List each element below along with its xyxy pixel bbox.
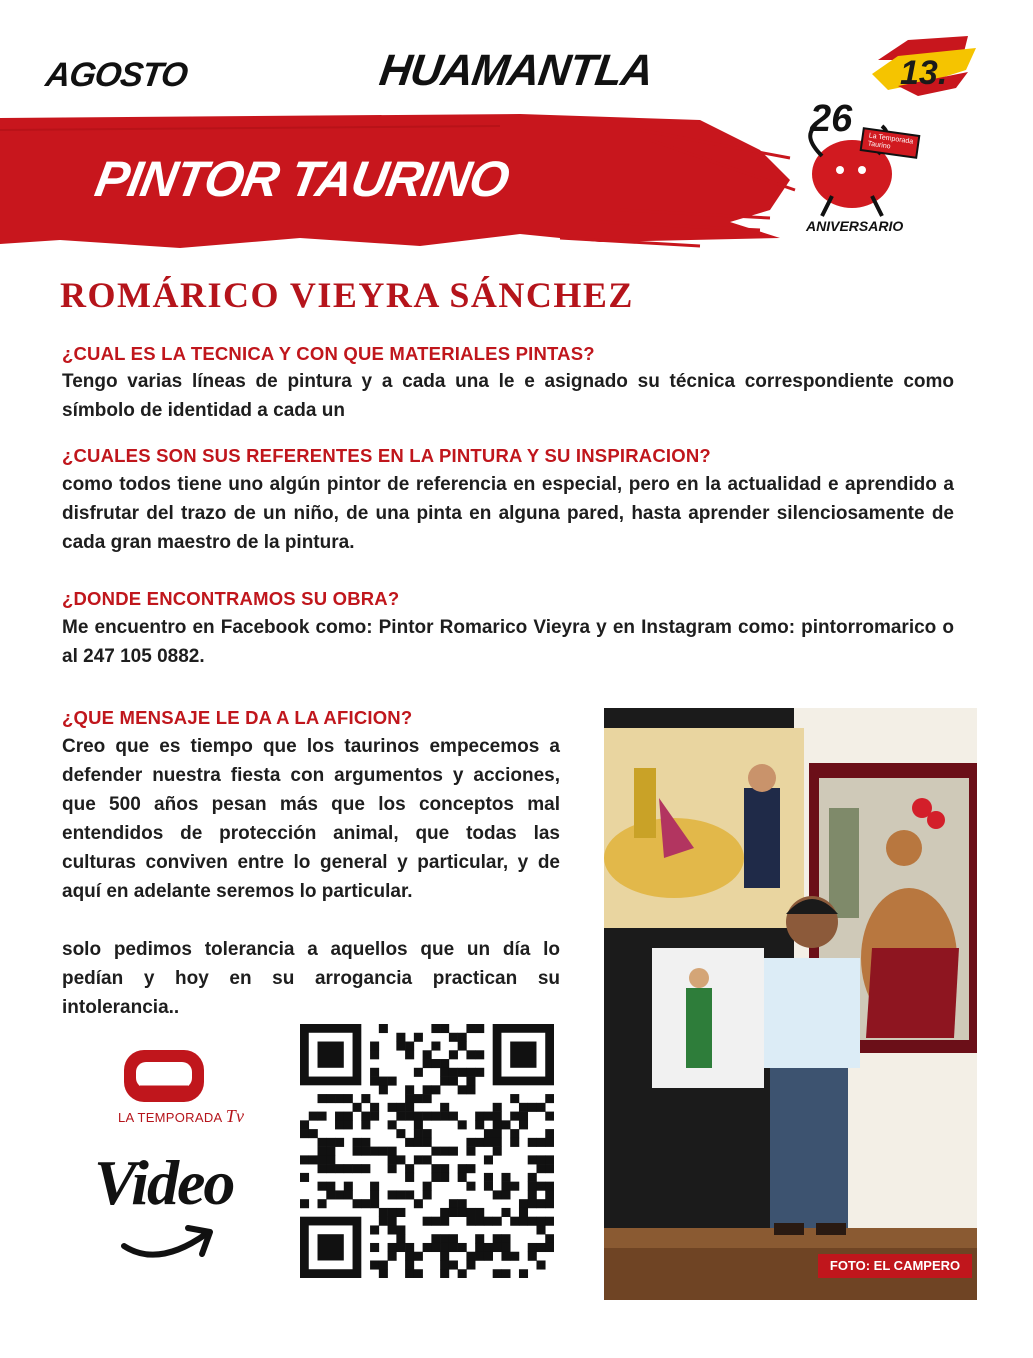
- answer-4-continued: solo pedimos tolerancia a aquellos que un día lo pedían y hoy en su arrogancia practican su intolerancia..: [62, 939, 560, 1018]
- answer-4: Creo que es tiempo que los taurinos empecemos a defender nuestra fiesta con argumentos y acciones, que 500 años pesan más que los conceptos mal entendidos de protección animal, que todas las culturas conviven entre lo general y particular, y de aquí en adelante seremos lo particular.: [62, 736, 560, 902]
- gallery-scene-image: [604, 708, 977, 1300]
- question-3: ¿DONDE ENCONTRAMOS SU OBRA?: [62, 588, 400, 609]
- issue-month: AGOSTO: [43, 56, 190, 94]
- anniversary-label: ANIVERSARIO: [806, 218, 904, 234]
- city-heading: HUAMANTLA: [376, 46, 656, 95]
- question-1: ¿CUAL ES LA TECNICA Y CON QUE MATERIALES PINTAS?: [62, 343, 595, 364]
- question-2: ¿CUALES SON SUS REFERENTES EN LA PINTURA Y SU INSPIRACION?: [62, 445, 711, 466]
- answer-2: como todos tiene uno algún pintor de referencia en especial, pero en la actualidad e aprendido a disfrutar del trazo de un niño, de una pinta en alguna pared, hasta aprender silenciosamente de cada gran maestro de la pintura.: [62, 474, 954, 553]
- page-number: 13.: [900, 54, 948, 92]
- section-title: PINTOR TAURINO: [91, 151, 513, 207]
- tv-brand: [118, 1106, 244, 1127]
- anniversary-banner-text: La Temporada Taurino: [867, 132, 914, 151]
- tv-brand-name: LA TEMPORADA: [118, 1110, 222, 1125]
- anniversary-number: 26: [810, 98, 853, 140]
- answer-1: Tengo varias líneas de pintura y a cada una le e asignado su técnica correspondiente como símbolo de identidad a cada un: [62, 371, 954, 421]
- artist-photo: [604, 708, 977, 1300]
- photo-credit: FOTO: EL CAMPERO: [818, 1254, 972, 1278]
- answer-3: Me encuentro en Facebook como: Pintor Romarico Vieyra y en Instagram como: pintorromarico o al 247 105 0882.: [62, 617, 954, 667]
- tv-brand-suffix: Tv: [225, 1106, 245, 1126]
- artist-name: ROMÁRICO VIEYRA SÁNCHEZ: [60, 275, 634, 315]
- video-label: Video: [94, 1147, 234, 1218]
- arrow-right-icon: [118, 1222, 218, 1272]
- qr-code-icon[interactable]: [300, 1024, 554, 1278]
- anniversary-badge: [782, 96, 932, 246]
- question-4: ¿QUE MENSAJE LE DA A LA AFICION?: [62, 707, 413, 728]
